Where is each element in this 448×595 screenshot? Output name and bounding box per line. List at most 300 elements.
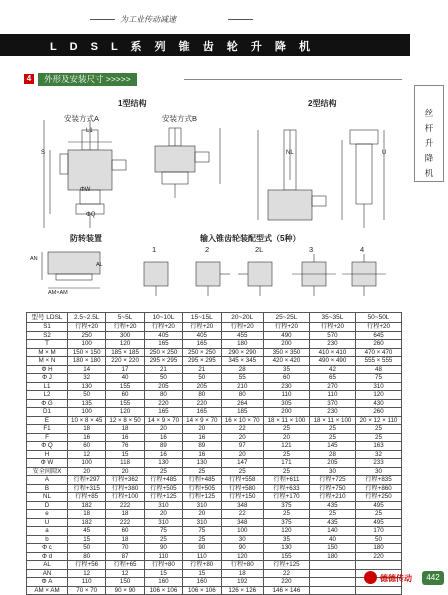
table-cell: 90 (183, 544, 221, 553)
row-label: L2 (27, 391, 68, 400)
caption-structure2: 2型结构 (308, 99, 337, 108)
table-cell: 行程+860 (355, 484, 401, 493)
table-cell: 25 (263, 450, 309, 459)
table-cell: 行程+150 (221, 493, 263, 502)
table-cell: 410 × 410 (309, 348, 355, 357)
table-cell: 106 × 106 (183, 586, 221, 595)
table-cell: 200 (263, 340, 309, 349)
row-label: Φ J (27, 374, 68, 383)
table-row (27, 425, 402, 434)
table-cell: 470 × 470 (355, 348, 401, 357)
table-cell: 350 × 350 (263, 348, 309, 357)
table-cell: 430 (355, 399, 401, 408)
table-cell: 30 (221, 535, 263, 544)
table-cell: 370 (309, 399, 355, 408)
table-cell: 行程+633 (263, 484, 309, 493)
table-cell: 50 (183, 374, 221, 383)
table-cell: 25 (183, 535, 221, 544)
table-cell: 80 (221, 391, 263, 400)
table-cell: 250 (68, 331, 106, 340)
table-cell: 220 × 220 (106, 357, 144, 366)
table-row (27, 467, 402, 476)
row-label: Φ W (27, 459, 68, 468)
input-config-drawings (140, 254, 390, 298)
table-cell: 405 (144, 331, 182, 340)
table-cell: 205 (144, 382, 182, 391)
table-cell: 16 (144, 433, 182, 442)
config-1-icon (144, 262, 168, 296)
structure1-drawing (30, 120, 240, 230)
table-cell: 310 (144, 501, 182, 510)
row-label: a (27, 527, 68, 536)
table-row (27, 518, 402, 527)
table-row (27, 391, 402, 400)
table-cell: 435 (309, 501, 355, 510)
table-cell: 220 (263, 578, 309, 587)
table-cell: 220 (144, 399, 182, 408)
table-cell: 375 (263, 518, 309, 527)
table-cell: 135 (68, 399, 106, 408)
table-cell: 192 (221, 578, 263, 587)
table-cell: 110 (263, 391, 309, 400)
table-cell: 21 (144, 365, 182, 374)
table-cell: 行程+20 (68, 323, 106, 332)
table-row (27, 501, 402, 510)
table-cell: 15 (183, 569, 221, 578)
dim-u-label: U (382, 150, 387, 156)
table-cell: 110 (144, 552, 182, 561)
table-cell: 171 (263, 459, 309, 468)
table-cell: 87 (106, 552, 144, 561)
table-cell: 35 (263, 535, 309, 544)
row-label: F1 (27, 425, 68, 434)
table-cell: 60 (106, 391, 144, 400)
table-row (27, 459, 402, 468)
table-cell: 40 (106, 374, 144, 383)
table-cell: 20 (106, 467, 144, 476)
table-cell: 14 (68, 365, 106, 374)
column-header: 35~35L (309, 313, 355, 323)
row-label: AM × AM (27, 586, 68, 595)
table-cell: 20 (183, 425, 221, 434)
table-cell: 60 (263, 374, 309, 383)
table-cell: 25 (221, 467, 263, 476)
table-cell: 165 (144, 340, 182, 349)
table-cell: 25 (355, 510, 401, 519)
table-cell: 22 (263, 569, 309, 578)
table-cell: 210 (221, 382, 263, 391)
table-cell: 16 × 10 × 70 (221, 416, 263, 425)
table-cell: 20 (221, 433, 263, 442)
table-cell: 行程+100 (106, 493, 144, 502)
section-rule (184, 79, 402, 80)
caption-input-config: 输入锥齿轮装配型式（5种） (200, 234, 301, 243)
table-cell: 行程+505 (144, 484, 182, 493)
table-cell: 185 (221, 408, 263, 417)
table-cell: 18 (68, 510, 106, 519)
table-cell: 行程+85 (68, 493, 106, 502)
table-cell: 264 (221, 399, 263, 408)
dim-al-label: AL (96, 262, 103, 268)
table-cell: 25 (144, 467, 182, 476)
column-header: 20~20L (221, 313, 263, 323)
table-cell: 16 (183, 450, 221, 459)
table-cell: 250 × 250 (183, 348, 221, 357)
table-cell: 130 (144, 459, 182, 468)
table-cell: 行程+80 (144, 561, 182, 570)
table-row (27, 442, 402, 451)
title-bar (0, 34, 410, 56)
table-cell: 155 (263, 552, 309, 561)
config-label-4: 4 (360, 245, 365, 254)
table-cell: 17 (106, 365, 144, 374)
table-cell: 20 (68, 467, 106, 476)
table-cell: 435 (309, 518, 355, 527)
table-cell: 行程+56 (68, 561, 106, 570)
table-cell: 230 (309, 408, 355, 417)
table-cell: 行程+20 (106, 323, 144, 332)
table-cell: 18 (106, 510, 144, 519)
table-cell: 25 (183, 467, 221, 476)
table-cell: 16 (144, 450, 182, 459)
table-cell: 121 (263, 442, 309, 451)
table-cell: 12 (68, 450, 106, 459)
table-row (27, 561, 402, 570)
config-label-2: 2 (205, 245, 210, 254)
table-cell: 行程+485 (183, 476, 221, 485)
table-cell: 182 (68, 501, 106, 510)
row-label: AN (27, 569, 68, 578)
table-cell: 490 (263, 331, 309, 340)
table-cell (355, 561, 401, 570)
table-cell: 147 (221, 459, 263, 468)
table-cell: 行程+170 (263, 493, 309, 502)
table-cell: 18 × 11 × 100 (263, 416, 309, 425)
row-label: D (27, 501, 68, 510)
row-label: H (27, 450, 68, 459)
table-cell: 48 (355, 365, 401, 374)
table-cell: 40 (309, 535, 355, 544)
table-cell: 260 (355, 408, 401, 417)
table-cell: 28 (309, 450, 355, 459)
table-cell: 90 (221, 544, 263, 553)
anti-rotation-drawing (40, 244, 110, 296)
caption-mount-a: 安装方式A (64, 114, 100, 123)
table-cell: 15 (68, 535, 106, 544)
table-body (27, 323, 402, 595)
table-cell: 290 × 290 (221, 348, 263, 357)
row-label: Φ H (27, 365, 68, 374)
table-row (27, 510, 402, 519)
table-cell: 20 (221, 450, 263, 459)
table-cell: 50 (355, 535, 401, 544)
table-cell: 180 (309, 552, 355, 561)
table-cell: 260 (355, 340, 401, 349)
table-row (27, 365, 402, 374)
table-row (27, 408, 402, 417)
row-label: F (27, 433, 68, 442)
table-cell: 65 (309, 374, 355, 383)
table-cell: 行程+65 (106, 561, 144, 570)
table-cell: 25 (263, 467, 309, 476)
caption-structure1: 1型结构 (118, 99, 147, 108)
table-cell: 455 (221, 331, 263, 340)
table-cell: 25 (355, 425, 401, 434)
table-cell: 150 × 150 (68, 348, 106, 357)
row-label: Φ G (27, 399, 68, 408)
table-cell: 行程+485 (144, 476, 182, 485)
table-row (27, 348, 402, 357)
section-number: 4 (24, 74, 34, 84)
table-cell: 495 (355, 518, 401, 527)
table-cell: 10 × 8 × 45 (68, 416, 106, 425)
table-cell: 25 (355, 433, 401, 442)
table-cell: 100 (221, 527, 263, 536)
config-4-icon (342, 254, 386, 296)
row-label: M × N (27, 357, 68, 366)
table-cell: 28 (221, 365, 263, 374)
table-cell: 89 (144, 442, 182, 451)
column-header: 5~5L (106, 313, 144, 323)
row-label: Φ A (27, 578, 68, 587)
table-cell: 行程+20 (263, 323, 309, 332)
table-cell: 70 × 70 (68, 586, 106, 595)
table-row (27, 552, 402, 561)
table-cell: 140 (309, 527, 355, 536)
structure2-drawing (250, 110, 400, 230)
dim-nl-label: NL (286, 150, 294, 156)
table-cell: 22 (221, 425, 263, 434)
table-cell (309, 569, 355, 578)
table-row (27, 399, 402, 408)
table-cell: 60 (68, 442, 106, 451)
table-cell: 25 (309, 433, 355, 442)
table-cell: 25 (309, 425, 355, 434)
table-row (27, 340, 402, 349)
dim-phiq-label: ΦQ (86, 212, 96, 218)
table-cell: 12 × 8 × 50 (106, 416, 144, 425)
table-cell: 645 (355, 331, 401, 340)
row-label: AL (27, 561, 68, 570)
table-cell: 12 (68, 569, 106, 578)
table-cell: 165 (183, 408, 221, 417)
table-cell: 110 (68, 578, 106, 587)
table-row (27, 493, 402, 502)
table-cell: 16 (106, 433, 144, 442)
config-2l-icon (238, 262, 272, 296)
table-cell: 180 (221, 340, 263, 349)
table-cell: 348 (221, 501, 263, 510)
table-cell: 118 (106, 459, 144, 468)
table-cell: 行程+611 (263, 476, 309, 485)
table-cell: 行程+315 (68, 484, 106, 493)
table-cell: 126 × 126 (221, 586, 263, 595)
table-cell: 行程+80 (221, 561, 263, 570)
table-cell: 80 (183, 391, 221, 400)
table-cell: 18 × 11 × 100 (309, 416, 355, 425)
table-cell: 555 × 555 (355, 357, 401, 366)
table-cell: 20 × 12 × 110 (355, 416, 401, 425)
table-cell: 18 (221, 569, 263, 578)
table-cell: 155 (106, 382, 144, 391)
table-cell: 345 × 345 (221, 357, 263, 366)
row-label: L1 (27, 382, 68, 391)
table-cell: 145 (309, 442, 355, 451)
table-cell: 100 (68, 459, 106, 468)
table-cell: 120 (106, 340, 144, 349)
table-cell: 200 (263, 408, 309, 417)
config-label-2l: 2L (255, 245, 264, 254)
table-cell: 21 (183, 365, 221, 374)
table-cell: 75 (355, 374, 401, 383)
table-cell: 行程+210 (309, 493, 355, 502)
side-tab (414, 85, 444, 182)
table-cell: 250 × 250 (144, 348, 182, 357)
table-cell: 20 (144, 425, 182, 434)
table-cell: 14 × 9 × 70 (144, 416, 182, 425)
table-cell: 110 (309, 391, 355, 400)
row-label: D1 (27, 408, 68, 417)
table-cell: 行程+250 (355, 493, 401, 502)
table-cell: 50 (68, 391, 106, 400)
table-cell: 120 (221, 552, 263, 561)
table-cell: 97 (221, 442, 263, 451)
table-cell: 146 × 146 (263, 586, 309, 595)
brand-logo-icon (364, 571, 377, 584)
table-cell: 50 (144, 374, 182, 383)
table-cell: 230 (309, 340, 355, 349)
table-cell: 25 (309, 510, 355, 519)
row-label: T (27, 340, 68, 349)
table-cell: 165 (144, 408, 182, 417)
table-cell: 30 (309, 467, 355, 476)
table-cell: 375 (263, 501, 309, 510)
column-header: 型号 LDSL (27, 313, 68, 323)
table-cell (355, 586, 401, 595)
table-cell: 110 (183, 552, 221, 561)
table-cell (309, 578, 355, 587)
table-cell: 220 (183, 399, 221, 408)
table-cell: 160 (144, 578, 182, 587)
table-cell: 15 (106, 450, 144, 459)
table-row (27, 535, 402, 544)
table-cell: 233 (355, 459, 401, 468)
table-cell: 310 (355, 382, 401, 391)
table-row (27, 374, 402, 383)
table-cell: 12 (106, 569, 144, 578)
table-cell: 行程+362 (106, 476, 144, 485)
table-cell: 70 (106, 544, 144, 553)
column-header: 25~25L (263, 313, 309, 323)
table-cell: 100 (68, 408, 106, 417)
caption-mount-b: 安装方式B (162, 114, 198, 123)
table-cell: 150 (106, 578, 144, 587)
column-header: 2.5~2.5L (68, 313, 106, 323)
table-cell: 230 (263, 382, 309, 391)
table-cell: 32 (68, 374, 106, 383)
page-number: 442 (422, 571, 444, 585)
slogan-line-left (90, 19, 115, 20)
table-cell: 14 × 9 × 70 (183, 416, 221, 425)
table-cell: 行程+20 (183, 323, 221, 332)
table-cell: 22 (221, 510, 263, 519)
table-cell: 305 (263, 399, 309, 408)
table-cell: 16 (183, 433, 221, 442)
table-cell: 行程+558 (221, 476, 263, 485)
table-cell: 35 (263, 365, 309, 374)
table-cell: 165 (183, 340, 221, 349)
row-label: A (27, 476, 68, 485)
row-label: S1 (27, 323, 68, 332)
table-cell: 310 (183, 501, 221, 510)
table-cell: 行程+297 (68, 476, 106, 485)
table-cell: 130 (183, 459, 221, 468)
config-label-3: 3 (309, 245, 314, 254)
table-row (27, 357, 402, 366)
table-cell: 25 (263, 425, 309, 434)
table-cell: 32 (355, 450, 401, 459)
row-label: Φ Q (27, 442, 68, 451)
table-cell: 348 (221, 518, 263, 527)
table-cell: 420 × 420 (263, 357, 309, 366)
spec-table (26, 312, 402, 595)
table-cell: 18 (68, 425, 106, 434)
table-cell: 160 (183, 578, 221, 587)
row-label: Φ d (27, 552, 68, 561)
table-cell: 行程+125 (263, 561, 309, 570)
table-cell: 60 (106, 527, 144, 536)
row-label: NL (27, 493, 68, 502)
table-cell: 150 (309, 544, 355, 553)
table-cell: 76 (106, 442, 144, 451)
dim-l1-label: L1 (86, 128, 93, 134)
table-row (27, 382, 402, 391)
table-row (27, 323, 402, 332)
table-cell: 16 (68, 433, 106, 442)
table-cell: 180 × 180 (68, 357, 106, 366)
row-label: b (27, 535, 68, 544)
column-header: 15~15L (183, 313, 221, 323)
dim-amxam-label: AM×AM (48, 290, 68, 296)
table-cell: 15 (144, 569, 182, 578)
table-cell: 20 (263, 433, 309, 442)
table-row (27, 578, 402, 587)
table-row (27, 569, 402, 578)
slogan: 为工业传动减速 (120, 15, 176, 24)
side-tab-label: 丝杆升降机 (424, 108, 434, 178)
footer-brand: 德德传动 (380, 574, 412, 583)
table-cell: 120 (263, 527, 309, 536)
table-cell: 行程+505 (183, 484, 221, 493)
table-cell: 495 (355, 501, 401, 510)
table-cell: 295 × 295 (144, 357, 182, 366)
table-cell: 405 (183, 331, 221, 340)
table-header-row (27, 313, 402, 323)
table-row (27, 450, 402, 459)
table-row (27, 527, 402, 536)
slogan-line-right (228, 19, 253, 20)
table-cell: 90 × 90 (106, 586, 144, 595)
config-2-icon (196, 262, 230, 296)
column-header: 10~10L (144, 313, 182, 323)
table-cell: 130 (68, 382, 106, 391)
table-cell: 行程+20 (144, 323, 182, 332)
table-cell: 行程+380 (106, 484, 144, 493)
dim-phiw-label: ΦW (80, 187, 91, 193)
table-cell: 300 (106, 331, 144, 340)
row-label: U (27, 518, 68, 527)
table-cell: 222 (106, 501, 144, 510)
